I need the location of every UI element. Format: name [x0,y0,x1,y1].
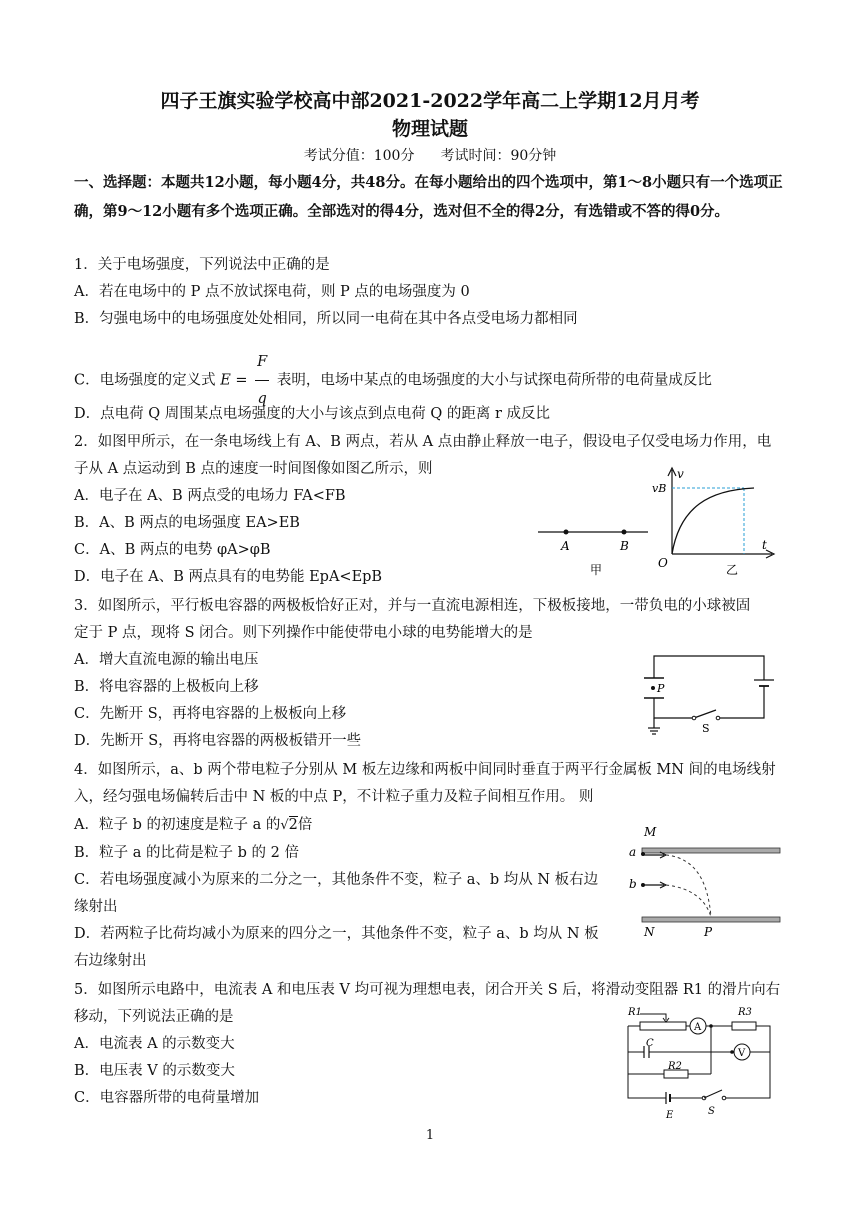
trajectory-b [666,885,711,917]
slider-lead [640,1014,666,1020]
q3-stem-2: 定于 P 点，现将 S 闭合。则下列操作中能使带电小球的电势能增大的是 [74,625,533,641]
label-a: a [629,845,637,859]
label-yi: 乙 [726,563,739,577]
q4-option-a-pre: A．粒子 b 的初速度是粒子 a 的 [74,817,281,833]
label-r3: R3 [738,1007,752,1018]
q1-option-b: B．匀强电场中的电场强度处处相同，所以同一电荷在其中各点受电场力都相同 [74,311,578,327]
label-p: P [704,925,713,939]
point-b [622,530,627,535]
q5-stem-2: 移动，下列说法正确的是 [74,1009,234,1025]
exam-subtitle: 物理试题 [391,118,468,140]
q1-stem: 1．关于电场强度，下列说法中正确的是 [74,257,330,273]
switch-contact [716,716,720,720]
label-n: N [644,925,655,939]
label-p: P [657,682,665,695]
circuit-left-wire [654,698,692,718]
q1-option-d: D．点电荷 Q 周围某点电场强度的大小与该点到点电荷 Q 的距离 r 成反比 [74,406,550,422]
circuit-right-wire [718,686,764,718]
q4-option-d-1: D．若两粒子比荷均减小为原来的四分之一，其他条件不变，粒子 a、b 均从 N 板 [74,926,599,942]
q4-option-a-post: 倍 [297,817,313,833]
q4-stem-1: 4．如图所示，a、b 两个带电粒子分别从 M 板左边缘和两板中间同时垂直于两平行金属板 MN 间的电场线射 [74,762,776,778]
label-s: S [702,722,710,735]
sqrt-icon: √ [280,818,289,833]
wire-4 [724,1026,770,1098]
switch-pivot [692,716,696,720]
q4-option-c-1: C．若电场强度减小为原来的二分之一，其他条件不变，粒子 a、b 均从 N 板右边 [74,872,599,888]
q2-option-a: A．电子在 A、B 两点受的电场力 FA<FB [74,488,346,504]
point-a [564,530,569,535]
q2-figure [530,466,780,586]
q4-option-a [74,815,312,836]
switch-blade [704,1090,722,1098]
label-r2: R2 [668,1061,682,1072]
q5-option-b: B．电压表 V 的示数变大 [74,1063,235,1079]
q3-option-d: D．先断开 S，再将电容器的两极板错开一些 [74,733,362,749]
q4-figure [626,822,786,940]
section1-instructions: 一、选择题：本题共12小题，每小题4分，共48分。在每小题给出的四个选项中，第1～8小题只有一个选项正确，第9～12小题有多个选项正确。全部选对的得4分，选对但不全的得2分，有选错或不答的得0分。 [74,174,783,220]
circuit-top-wire [654,656,764,680]
q3-stem-1: 3．如图所示，平行板电容器的两极板恰好正对，并与一直流电源相连，下极板接地，一带负电的小球被固 [74,598,751,614]
label-c: C [646,1038,654,1049]
label-s: S [708,1106,715,1117]
q1-formula-lhs: E = [220,372,248,389]
label-jia: 甲 [590,563,603,577]
q5-option-a: A．电流表 A 的示数变大 [74,1036,235,1052]
page-number: 1 [425,1128,435,1143]
q1-option-c-post: 表明，电场中某点的电场强度的大小与试探电荷所带的电荷量成反比 [276,372,712,389]
exam-score: 考试分值：100分 [303,148,415,164]
exam-meta [0,145,860,165]
switch-contact [722,1096,726,1100]
q1-formula-num: F [255,344,269,381]
switch-s-blade [694,710,716,718]
label-ammeter: A [694,1022,702,1033]
q3-figure [632,648,782,740]
label-v: v [677,467,684,481]
q1-option-c-pre: C．电场强度的定义式 [74,372,216,389]
velocity-curve [672,488,754,554]
label-b: b [629,877,637,891]
q5-figure [620,1002,780,1126]
q3-option-b: B．将电容器的上极板向上移 [74,679,259,695]
q5-stem-1: 5．如图所示电路中，电流表 A 和电压表 V 均可视为理想电表，闭合开关 S 后，将滑动变阻器 R1 的滑片向右 [74,982,781,998]
q2-stem-2: 子从 A 点运动到 B 点的速度一时间图像如图乙所示，则 [74,461,433,477]
q4-stem-2: 入，经匀强电场偏转后击中 N 板的中点 P，不计粒子重力及粒子间相互作用。 则 [74,789,594,805]
label-r1: R1 [628,1007,642,1018]
label-vb: vB [652,482,667,495]
resistor-r3 [732,1022,756,1030]
q1-formula-den: q [257,391,267,407]
exam-time: 考试时间：90分钟 [440,148,557,164]
q3-option-c: C．先断开 S，再将电容器的上极板向上移 [74,706,347,722]
label-t: t [762,538,767,552]
q3-option-a: A．增大直流电源的输出电压 [74,652,259,668]
q4-option-b: B．粒子 a 的比荷是粒子 b 的 2 倍 [74,845,299,861]
wire-5 [628,1026,666,1098]
label-o: O [658,556,668,570]
plate-n [642,917,780,922]
q5-option-c: C．电容器所带的电荷量增加 [74,1090,260,1106]
q2-option-c: C．A、B 两点的电势 φA>φB [74,542,271,558]
q4-sqrt-arg: 2 [288,817,298,833]
plate-m [642,848,780,853]
q2-stem-1: 2．如图甲所示，在一条电场线上有 A、B 两点，若从 A 点由静止释放一电子，假设电子仅受电场力作用，电 [74,434,772,450]
q2-option-b: B．A、B 两点的电场强度 EA>EB [74,515,300,531]
exam-title: 四子王旗实验学校高中部2021-2022学年高二上学期12月月考 [160,90,700,112]
resistor-r1 [640,1022,686,1030]
label-voltmeter: V [738,1048,746,1059]
charged-ball [651,686,655,690]
q4-option-c-2: 缘射出 [74,899,118,915]
label-e: E [666,1110,674,1121]
label-b: B [620,539,629,553]
q4-option-d-2: 右边缘射出 [74,953,147,969]
label-a: A [561,539,570,553]
q2-option-d: D．电子在 A、B 两点具有的电势能 EpA<EpB [74,569,383,585]
label-m: M [644,825,657,839]
q1-option-a: A．若在电场中的 P 点不放试探电荷，则 P 点的电场强度为 0 [74,284,470,300]
